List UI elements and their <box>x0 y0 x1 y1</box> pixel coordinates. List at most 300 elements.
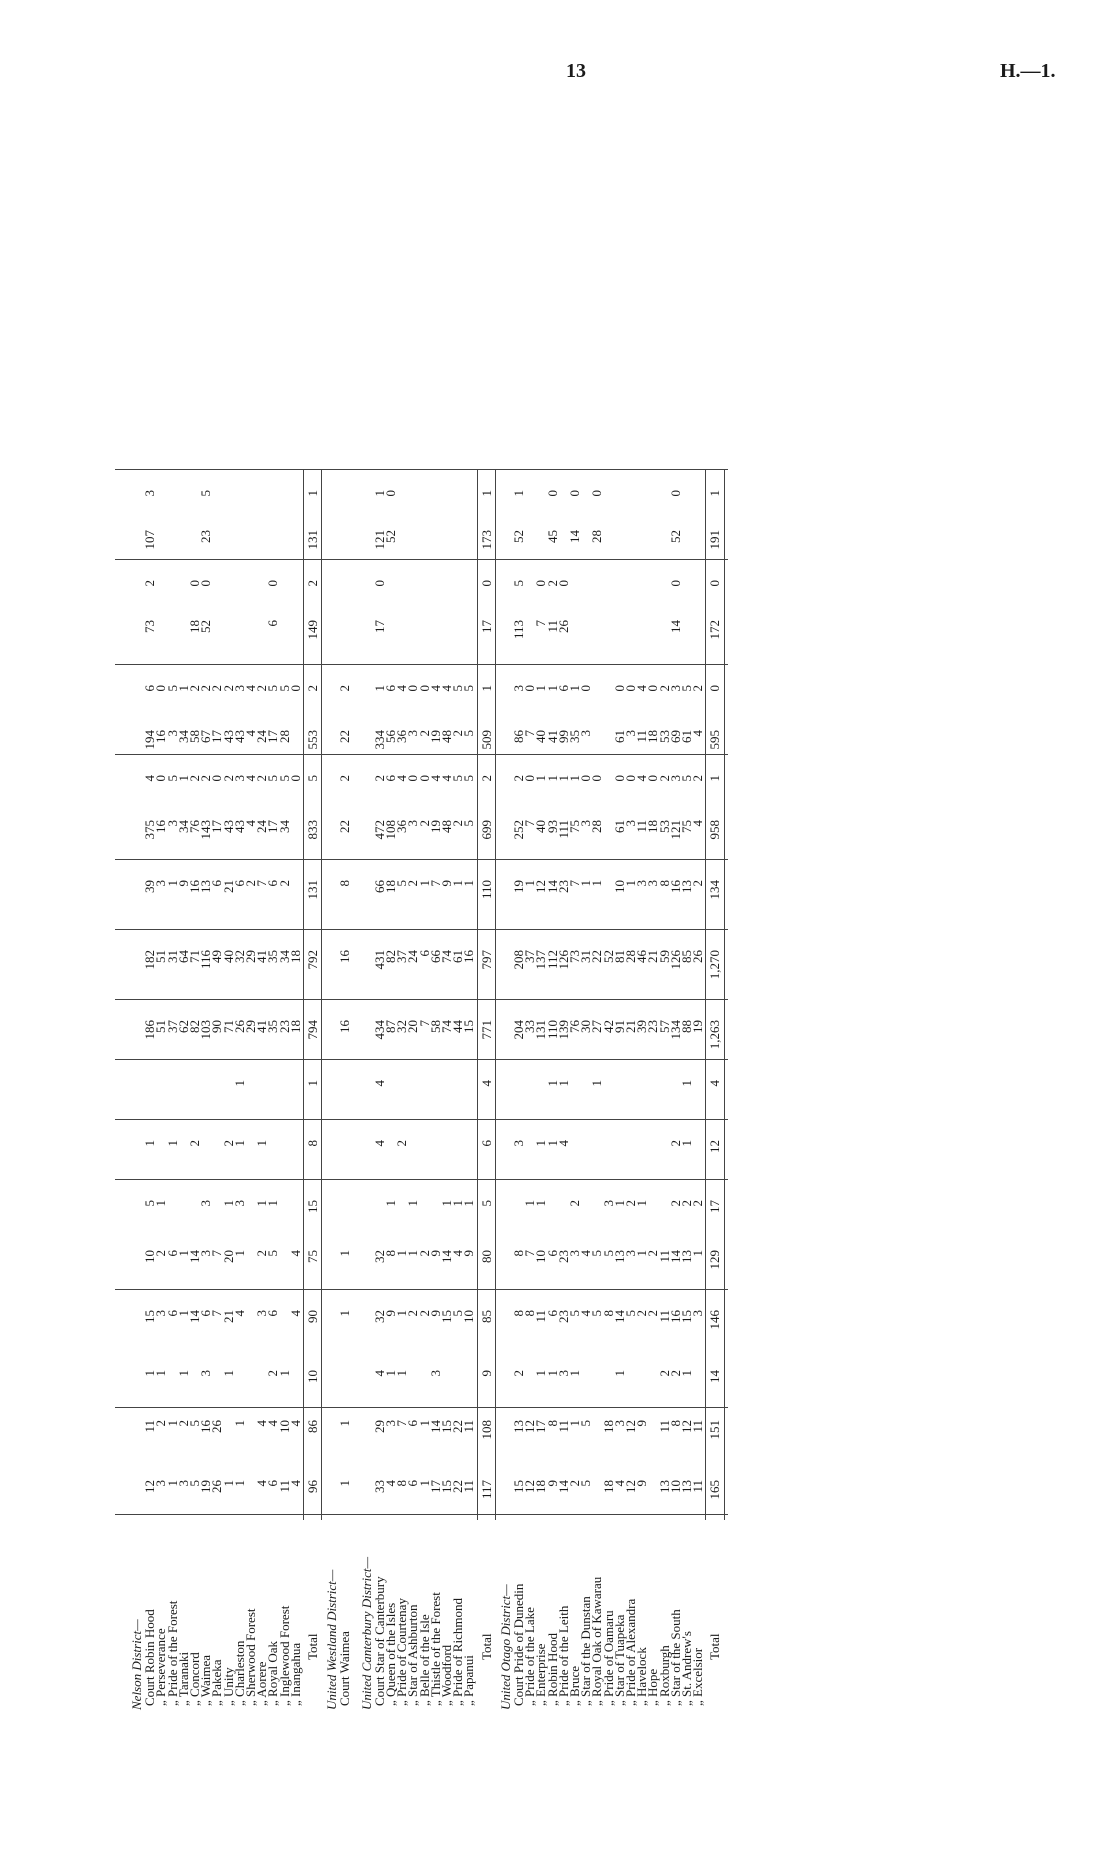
table-cell: 61 <box>611 820 627 833</box>
table-cell: 1 <box>567 1370 582 1377</box>
court-name: „ Pride of Richmond <box>450 1598 466 1706</box>
court-name: „ Concord <box>187 1652 202 1706</box>
table-cell: 2 <box>511 775 526 782</box>
table-cell: 88 <box>679 1020 694 1033</box>
table-cell: 5 <box>679 775 694 782</box>
table-cell: 1 <box>611 1200 627 1207</box>
table-cell: 0 <box>544 490 560 497</box>
table-cell: 14 <box>567 530 582 543</box>
table-cell: 2 <box>416 1250 432 1257</box>
table-cell: 6 <box>265 1310 281 1317</box>
table-cell: 8 <box>394 1480 410 1487</box>
table-cell: 15 <box>461 1020 477 1033</box>
total-cell: 172 <box>707 620 723 640</box>
table-cell: 13 <box>198 880 214 893</box>
table-cell: 1 <box>679 1370 694 1377</box>
table-cell: 7 <box>394 1420 410 1427</box>
table-cell: 26 <box>209 1480 225 1493</box>
table-cell: 0 <box>383 490 398 497</box>
table-cell: 11 <box>461 1420 477 1433</box>
table-cell: 18 <box>287 950 303 963</box>
table-cell: 3 <box>231 685 247 692</box>
table-cell: 1 <box>567 1420 582 1427</box>
table-cell: 1 <box>231 1250 247 1257</box>
table-cell: 12 <box>522 1420 538 1433</box>
table-cell: 9 <box>383 1310 398 1317</box>
table-cell: 1 <box>544 685 560 692</box>
table-cell: 17 <box>209 730 225 743</box>
table-cell: 40 <box>220 950 236 963</box>
table-cell: 3 <box>578 730 594 737</box>
table-cell: 16 <box>153 730 169 743</box>
table-cell: 2 <box>544 580 560 587</box>
total-cell: 85 <box>478 1310 494 1323</box>
table-cell: 24 <box>254 730 270 743</box>
court-name: „ Inglewood Forest <box>276 1605 292 1706</box>
table-cell: 14 <box>544 880 560 893</box>
table-cell: 48 <box>439 820 454 833</box>
table-cell: 5 <box>679 685 694 692</box>
table-cell: 1 <box>461 1200 477 1207</box>
table-cell: 1 <box>544 1080 560 1087</box>
table-cell: 1 <box>533 1370 549 1377</box>
table-cell: 32 <box>394 1020 410 1033</box>
table-cell: 4 <box>555 1140 571 1147</box>
table-cell: 0 <box>667 580 683 587</box>
table-cell: 6 <box>164 1250 180 1257</box>
table-cell: 22 <box>450 1420 466 1433</box>
table-cell: 29 <box>371 1420 387 1433</box>
table-cell: 11 <box>656 1310 672 1323</box>
table-cell: 7 <box>533 620 549 627</box>
table-cell: 22 <box>337 730 353 743</box>
table-cell: 5 <box>394 880 410 887</box>
table-cell: 121 <box>371 530 387 550</box>
court-name: Court Star of Canterbury <box>371 1576 387 1706</box>
table-cell: 18 <box>600 1420 616 1433</box>
table-cell: 334 <box>371 730 387 750</box>
table-cell: 21 <box>220 1310 236 1323</box>
table-cell: 8 <box>600 1310 616 1317</box>
table-cell: 74 <box>439 950 454 963</box>
table-cell: 4 <box>287 1250 303 1257</box>
table-cell: 51 <box>153 950 169 963</box>
table-cell: 1 <box>416 1480 432 1487</box>
table-cell: 4 <box>371 1080 387 1087</box>
table-cell: 0 <box>667 490 683 497</box>
total-cell: 792 <box>305 950 320 970</box>
table-cell: 6 <box>555 685 571 692</box>
table-cell: 36 <box>394 730 410 743</box>
table-cell: 40 <box>533 820 549 833</box>
table-cell: 37 <box>522 950 538 963</box>
table-cell: 0 <box>405 685 421 692</box>
table-cell: 3 <box>555 1370 571 1377</box>
table-cell: 1 <box>589 1080 605 1087</box>
table-cell: 6 <box>405 1420 421 1427</box>
table-cell: 1 <box>533 1200 549 1207</box>
table-cell: 23 <box>555 1250 571 1263</box>
total-label: Total <box>478 1633 494 1660</box>
total-cell: 191 <box>707 530 723 550</box>
total-cell: 833 <box>305 820 320 840</box>
table-cell: 3 <box>511 1140 526 1147</box>
table-cell: 57 <box>656 1020 672 1033</box>
table-cell: 74 <box>439 1020 454 1033</box>
table-cell: 11 <box>634 820 650 833</box>
table-cell: 5 <box>198 490 214 497</box>
table-cell: 1 <box>544 1370 560 1377</box>
column-rule <box>115 1289 728 1290</box>
table-cell: 1 <box>142 1140 158 1147</box>
table-cell: 28 <box>589 820 605 833</box>
table-cell: 1 <box>567 775 582 782</box>
table-cell: 5 <box>589 1250 605 1257</box>
table-cell: 3 <box>667 685 683 692</box>
table-cell: 1 <box>405 1200 421 1207</box>
table-cell: 3 <box>164 730 180 737</box>
court-name: Court Waimea <box>337 1631 353 1706</box>
table-cell: 252 <box>511 820 526 840</box>
table-cell: 12 <box>522 1480 538 1493</box>
table-cell: 1 <box>265 1200 281 1207</box>
table-cell: 11 <box>656 1250 672 1263</box>
table-cell: 28 <box>623 950 638 963</box>
table-cell: 0 <box>187 580 202 587</box>
table-cell: 52 <box>511 530 526 543</box>
table-cell: 2 <box>567 1480 582 1487</box>
table-cell: 1 <box>276 1370 292 1377</box>
table-cell: 0 <box>623 685 638 692</box>
table-cell: 3 <box>405 820 421 827</box>
column-rule <box>115 859 728 860</box>
table-cell: 5 <box>589 1310 605 1317</box>
table-cell: 17 <box>371 620 387 633</box>
table-cell: 86 <box>511 730 526 743</box>
table-cell: 99 <box>555 730 571 743</box>
table-cell: 1 <box>220 1200 236 1207</box>
table-cell: 5 <box>461 775 477 782</box>
table-cell: 34 <box>175 820 191 833</box>
table-cell: 51 <box>153 1020 169 1033</box>
table-cell: 0 <box>611 775 627 782</box>
table-cell: 6 <box>383 775 398 782</box>
total-cell: 149 <box>305 620 320 640</box>
table-cell: 43 <box>231 730 247 743</box>
table-cell: 2 <box>209 685 225 692</box>
table-cell: 472 <box>371 820 387 840</box>
table-cell: 110 <box>544 1020 560 1040</box>
table-cell: 4 <box>690 730 706 737</box>
table-cell: 12 <box>623 1420 638 1433</box>
table-cell: 82 <box>187 1020 202 1033</box>
table-cell: 0 <box>265 580 281 587</box>
court-name: „ Star of the Dunstan <box>578 1596 594 1706</box>
table-cell: 5 <box>276 775 292 782</box>
table-cell: 0 <box>405 775 421 782</box>
total-cell: 958 <box>707 820 723 840</box>
total-cell: 1 <box>478 685 494 692</box>
table-cell: 5 <box>567 1310 582 1317</box>
table-cell: 3 <box>690 1310 706 1317</box>
table-cell: 16 <box>198 1420 214 1433</box>
total-cell: 86 <box>305 1420 320 1433</box>
total-cell: 80 <box>478 1250 494 1263</box>
total-cell: 5 <box>305 775 320 782</box>
table-cell: 1 <box>142 1370 158 1377</box>
table-cell: 3 <box>567 1250 582 1257</box>
table-cell: 2 <box>198 685 214 692</box>
section-rule <box>495 470 496 1520</box>
table-cell: 17 <box>533 1420 549 1433</box>
court-name: „ Pride of the Leith <box>555 1605 571 1706</box>
table-cell: 7 <box>567 880 582 887</box>
table-cell: 61 <box>679 730 694 743</box>
table-cell: 22 <box>337 820 353 833</box>
total-cell: 2 <box>305 580 320 587</box>
total-cell: 96 <box>305 1480 320 1493</box>
court-name: „ Excelsior <box>690 1647 706 1706</box>
table-cell: 11 <box>690 1480 706 1493</box>
table-cell: 2 <box>394 1140 410 1147</box>
table-cell: 0 <box>371 580 387 587</box>
column-rule <box>115 754 728 755</box>
total-cell: 5 <box>478 1200 494 1207</box>
court-name: „ Robin Hood <box>544 1633 560 1706</box>
table-cell: 3 <box>153 1310 169 1317</box>
table-cell: 17 <box>209 820 225 833</box>
table-cell: 12 <box>623 1480 638 1493</box>
table-cell: 69 <box>667 730 683 743</box>
table-cell: 4 <box>287 1310 303 1317</box>
table-cell: 16 <box>337 1020 353 1033</box>
total-rule <box>303 470 304 1520</box>
table-cell: 1 <box>394 1310 410 1317</box>
table-cell: 0 <box>522 775 538 782</box>
table-cell: 4 <box>634 685 650 692</box>
total-cell: 1 <box>707 490 723 497</box>
table-cell: 23 <box>276 1020 292 1033</box>
column-rule <box>115 1119 728 1120</box>
table-cell: 3 <box>634 880 650 887</box>
table-cell: 0 <box>578 775 594 782</box>
total-cell: 10 <box>305 1370 320 1383</box>
table-cell: 3 <box>198 1250 214 1257</box>
table-cell: 58 <box>427 1020 443 1033</box>
table-cell: 4 <box>578 1250 594 1257</box>
table-cell: 35 <box>265 1020 281 1033</box>
table-cell: 6 <box>416 950 432 957</box>
table-cell: 4 <box>254 1480 270 1487</box>
table-cell: 76 <box>567 1020 582 1033</box>
table-cell: 26 <box>555 620 571 633</box>
total-cell: 699 <box>478 820 494 840</box>
total-cell: 17 <box>707 1200 723 1213</box>
court-name: Court Robin Hood <box>142 1609 158 1706</box>
table-cell: 113 <box>511 620 526 640</box>
table-cell: 1 <box>175 685 191 692</box>
court-name: „ Pride of Oamaru <box>600 1610 616 1706</box>
table-cell: 5 <box>265 775 281 782</box>
table-cell: 4 <box>394 775 410 782</box>
table-cell: 8 <box>522 1310 538 1317</box>
column-rule <box>115 664 728 665</box>
table-cell: 4 <box>243 775 258 782</box>
table-cell: 16 <box>153 820 169 833</box>
total-cell: 4 <box>478 1080 494 1087</box>
table-cell: 2 <box>187 1140 202 1147</box>
court-name: „ Pride of Alexandra <box>623 1598 638 1706</box>
table-cell: 107 <box>142 530 158 550</box>
column-rule <box>115 1514 728 1515</box>
table-cell: 11 <box>533 1310 549 1323</box>
court-name: „ Pride of Courtenay <box>394 1598 410 1706</box>
table-cell: 7 <box>522 1250 538 1257</box>
table-cell: 30 <box>578 1020 594 1033</box>
table-cell: 66 <box>371 880 387 893</box>
table-cell: 15 <box>679 1310 694 1323</box>
table-cell: 1 <box>164 1140 180 1147</box>
table-cell: 17 <box>427 1480 443 1493</box>
table-cell: 11 <box>142 1420 158 1433</box>
table-cell: 3 <box>427 1370 443 1377</box>
total-cell: 0 <box>707 685 723 692</box>
table-cell: 7 <box>427 880 443 887</box>
total-cell: 17 <box>478 620 494 633</box>
table-cell: 22 <box>589 950 605 963</box>
table-cell: 0 <box>153 775 169 782</box>
total-cell: 771 <box>478 1020 494 1040</box>
table-cell: 1 <box>439 1200 454 1207</box>
table-cell: 13 <box>511 1420 526 1433</box>
table-cell: 4 <box>427 685 443 692</box>
table-cell: 2 <box>153 1250 169 1257</box>
table-cell: 28 <box>589 530 605 543</box>
table-cell: 66 <box>427 950 443 963</box>
court-name: „ Queen of the Isles <box>383 1602 398 1706</box>
table-cell: 73 <box>567 950 582 963</box>
court-name: „ Thistle of the Forest <box>427 1592 443 1706</box>
table-cell: 1 <box>690 1250 706 1257</box>
table-cell: 2 <box>220 775 236 782</box>
table-cell: 0 <box>416 685 432 692</box>
table-cell: 9 <box>427 1310 443 1317</box>
court-name: „ Waimea <box>198 1654 214 1706</box>
total-cell: 2 <box>305 685 320 692</box>
table-cell: 5 <box>578 1420 594 1427</box>
table-cell: 1 <box>153 1200 169 1207</box>
table-cell: 34 <box>276 950 292 963</box>
table-cell: 32 <box>371 1310 387 1323</box>
table-cell: 4 <box>142 775 158 782</box>
table-cell: 8 <box>337 880 353 887</box>
court-name: „ Charleston <box>231 1640 247 1706</box>
table-cell: 6 <box>383 685 398 692</box>
table-cell: 2 <box>187 775 202 782</box>
table-cell: 182 <box>142 950 158 970</box>
total-cell: 2 <box>478 775 494 782</box>
table-cell: 23 <box>198 530 214 543</box>
table-cell: 15 <box>439 1420 454 1433</box>
table-cell: 39 <box>634 1020 650 1033</box>
table-cell: 15 <box>439 1480 454 1493</box>
table-cell: 2 <box>254 775 270 782</box>
table-cell: 10 <box>533 1250 549 1263</box>
table-cell: 2 <box>623 1200 638 1207</box>
column-rule <box>115 929 728 930</box>
table-cell: 23 <box>555 880 571 893</box>
table-cell: 0 <box>589 775 605 782</box>
table-cell: 10 <box>276 1420 292 1433</box>
table-cell: 16 <box>337 950 353 963</box>
table-cell: 4 <box>243 685 258 692</box>
table-cell: 44 <box>450 1020 466 1033</box>
table-cell: 8 <box>383 1250 398 1257</box>
table-cell: 15 <box>142 1310 158 1323</box>
table-cell: 18 <box>645 820 661 833</box>
table-cell: 43 <box>231 820 247 833</box>
table-cell: 11 <box>555 1420 571 1433</box>
table-cell: 8 <box>544 1420 560 1427</box>
total-rule <box>477 470 478 1520</box>
table-cell: 1 <box>231 1140 247 1147</box>
table-cell: 10 <box>611 880 627 893</box>
table-cell: 11 <box>461 1480 477 1493</box>
table-cell: 0 <box>153 685 169 692</box>
table-cell: 53 <box>656 730 672 743</box>
total-cell: 131 <box>305 530 320 550</box>
table-cell: 3 <box>198 1370 214 1377</box>
table-cell: 52 <box>600 950 616 963</box>
table-cell: 24 <box>254 820 270 833</box>
table-cell: 3 <box>511 685 526 692</box>
table-cell: 1 <box>522 1200 538 1207</box>
court-name: „ Belle of the Isle <box>416 1614 432 1706</box>
table-cell: 18 <box>287 1020 303 1033</box>
table-cell: 17 <box>265 820 281 833</box>
total-cell: 1 <box>305 1080 320 1087</box>
table-cell: 17 <box>265 730 281 743</box>
table-cell: 1 <box>567 685 582 692</box>
table-cell: 3 <box>667 775 683 782</box>
table-cell: 37 <box>164 1020 180 1033</box>
table-cell: 5 <box>276 685 292 692</box>
table-cell: 4 <box>578 1310 594 1317</box>
table-cell: 3 <box>611 1420 627 1427</box>
table-cell: 43 <box>220 730 236 743</box>
table-cell: 26 <box>209 1420 225 1433</box>
table-cell: 4 <box>394 685 410 692</box>
section-title: Nelson District— <box>129 1619 144 1710</box>
table-cell: 64 <box>175 950 191 963</box>
table-cell: 11 <box>276 1480 292 1493</box>
table-cell: 134 <box>667 1020 683 1040</box>
total-cell: 165 <box>707 1480 723 1500</box>
table-cell: 29 <box>243 1020 258 1033</box>
total-rule <box>705 470 706 1520</box>
table-cell: 1 <box>578 880 594 887</box>
table-cell: 4 <box>439 775 454 782</box>
table-cell: 9 <box>634 1480 650 1487</box>
table-cell: 5 <box>578 1480 594 1487</box>
table-cell: 2 <box>405 1310 421 1317</box>
table-cell: 21 <box>220 880 236 893</box>
table-cell: 2 <box>265 1370 281 1377</box>
table-cell: 75 <box>679 820 694 833</box>
table-cell: 58 <box>187 730 202 743</box>
table-cell: 1 <box>450 880 466 887</box>
table-cell: 71 <box>187 950 202 963</box>
